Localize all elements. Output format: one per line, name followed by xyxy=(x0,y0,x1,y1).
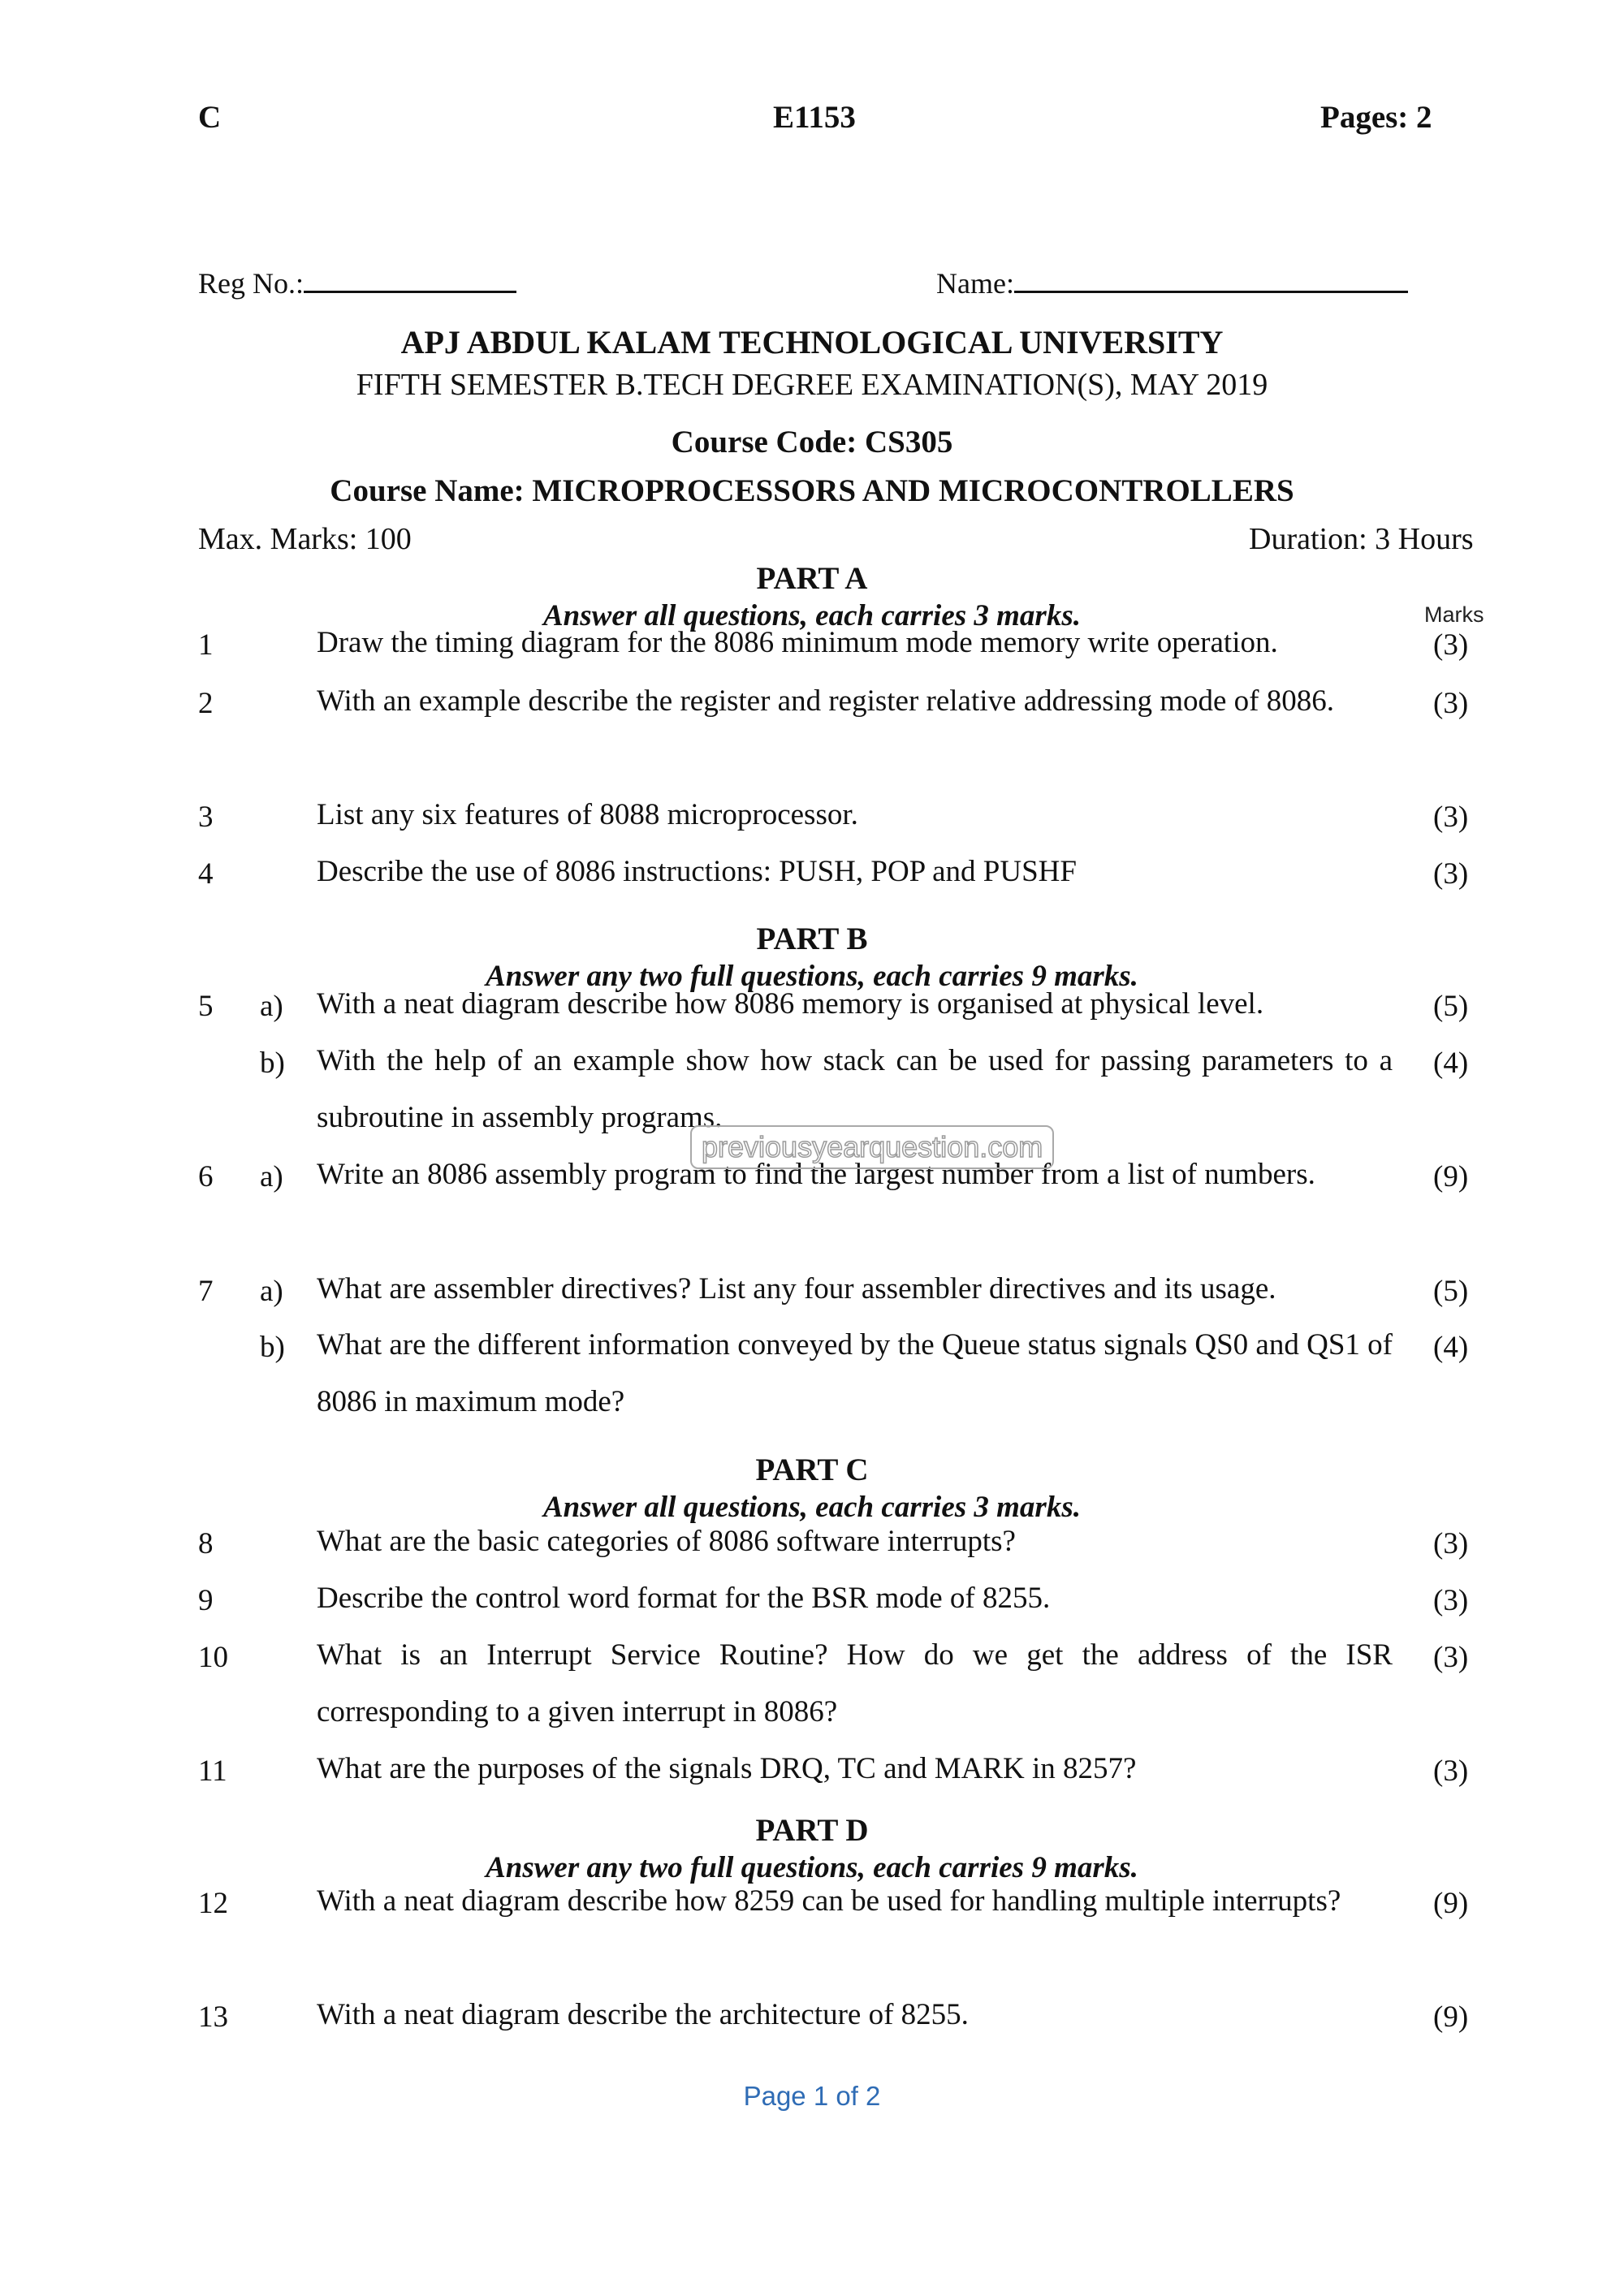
question-subpart: a) xyxy=(260,1275,283,1308)
question-marks: (4) xyxy=(1433,1331,1469,1364)
question-number: 13 xyxy=(198,2000,228,2034)
duration: Duration: 3 Hours xyxy=(1249,522,1474,556)
question-marks: (3) xyxy=(1433,687,1469,720)
question-marks: (4) xyxy=(1433,1047,1469,1080)
question-text: Draw the timing diagram for the 8086 minimum mode memory write operation. xyxy=(317,626,1278,659)
question-text: Describe the control word format for the BSR mode of 8255. xyxy=(317,1582,1051,1615)
question-number: 9 xyxy=(198,1584,214,1617)
question-marks: (3) xyxy=(1433,801,1469,834)
question-marks: (3) xyxy=(1433,1641,1469,1674)
reg-no-label: Reg No.: xyxy=(198,267,304,300)
watermark-logo: previousyearquestion.com xyxy=(690,1125,1054,1169)
question-marks: (5) xyxy=(1433,1275,1469,1308)
reg-no-blank xyxy=(304,266,516,293)
question-marks: (9) xyxy=(1433,1887,1469,1920)
question-text: With a neat diagram describe how 8259 can be used for handling multiple interrupts? xyxy=(317,1884,1341,1918)
question-number: 3 xyxy=(198,801,214,834)
part-d-instruction: Answer any two full questions, each carries 9 marks. xyxy=(486,1851,1138,1884)
question-marks: (3) xyxy=(1433,1584,1469,1617)
page-count: Pages: 2 xyxy=(1320,100,1432,135)
question-marks: (3) xyxy=(1433,857,1469,891)
question-text: Describe the use of 8086 instructions: PUSH, POP and PUSHF xyxy=(317,855,1077,888)
course-name: Course Name: MICROPROCESSORS AND MICROCONTROLLERS xyxy=(330,473,1294,508)
name-blank xyxy=(1014,266,1408,293)
question-text: With a neat diagram describe the architecture of 8255. xyxy=(317,1998,969,2031)
question-marks: (9) xyxy=(1433,2000,1469,2034)
question-number: 11 xyxy=(198,1754,227,1788)
question-number: 7 xyxy=(198,1275,214,1308)
name-field xyxy=(936,266,1408,300)
question-number: 8 xyxy=(198,1527,214,1560)
question-marks: (3) xyxy=(1433,1527,1469,1560)
question-number: 2 xyxy=(198,687,214,720)
question-marks: (5) xyxy=(1433,990,1469,1023)
part-c-instruction: Answer all questions, each carries 3 marks. xyxy=(543,1491,1081,1524)
question-subpart: b) xyxy=(260,1331,285,1364)
question-number: 6 xyxy=(198,1160,214,1193)
paper-series-code: C xyxy=(198,100,222,135)
part-a-title: PART A xyxy=(756,561,868,596)
question-number: 12 xyxy=(198,1887,228,1920)
marks-column-header: Marks xyxy=(1424,602,1484,627)
question-number: 1 xyxy=(198,628,214,662)
question-marks: (3) xyxy=(1433,1754,1469,1788)
question-text: What are the different information conveyed by the Queue status signals QS0 and QS1 of 8086 in maximum mode? xyxy=(317,1328,1393,1418)
question-text: With an example describe the register and register relative addressing mode of 8086. xyxy=(317,684,1334,718)
question-text: Write an 8086 assembly program to find the largest number from a list of numbers. xyxy=(317,1158,1315,1191)
question-text: What are the purposes of the signals DRQ, TC and MARK in 8257? xyxy=(317,1752,1137,1785)
question-number: 10 xyxy=(198,1641,228,1674)
course-code: Course Code: CS305 xyxy=(671,425,953,460)
part-b-title: PART B xyxy=(756,921,868,956)
name-label: Name: xyxy=(936,267,1014,300)
part-c-title: PART C xyxy=(755,1452,869,1487)
question-text: With a neat diagram describe how 8086 memory is organised at physical level. xyxy=(317,987,1264,1021)
reg-no-field xyxy=(198,266,516,300)
question-text: What are the basic categories of 8086 software interrupts? xyxy=(317,1525,1016,1558)
part-d-title: PART D xyxy=(755,1813,869,1848)
exam-title: FIFTH SEMESTER B.TECH DEGREE EXAMINATION(S), MAY 2019 xyxy=(356,368,1268,402)
university-name: APJ ABDUL KALAM TECHNOLOGICAL UNIVERSITY xyxy=(400,324,1224,360)
question-subpart: b) xyxy=(260,1047,285,1080)
question-number: 4 xyxy=(198,857,214,891)
part-b-instruction: Answer any two full questions, each carries 9 marks. xyxy=(486,960,1138,993)
question-text: With the help of an example show how stack can be used for passing parameters to a subroutine in assembly programs. xyxy=(317,1044,1393,1134)
question-text: What are assembler directives? List any four assembler directives and its usage. xyxy=(317,1272,1276,1306)
max-marks: Max. Marks: 100 xyxy=(198,522,412,556)
question-text: What is an Interrupt Service Routine? How do we get the address of the ISR corresponding to a given interrupt in 8086? xyxy=(317,1638,1393,1728)
question-marks: (9) xyxy=(1433,1160,1469,1193)
question-marks: (3) xyxy=(1433,628,1469,662)
paper-code: E1153 xyxy=(773,100,856,135)
question-subpart: a) xyxy=(260,1160,283,1193)
page-footer: Page 1 of 2 xyxy=(743,2081,881,2111)
question-number: 5 xyxy=(198,990,214,1023)
question-subpart: a) xyxy=(260,990,283,1023)
part-a-instruction: Answer all questions, each carries 3 marks. xyxy=(543,599,1081,632)
question-text: List any six features of 8088 microprocessor. xyxy=(317,798,858,831)
